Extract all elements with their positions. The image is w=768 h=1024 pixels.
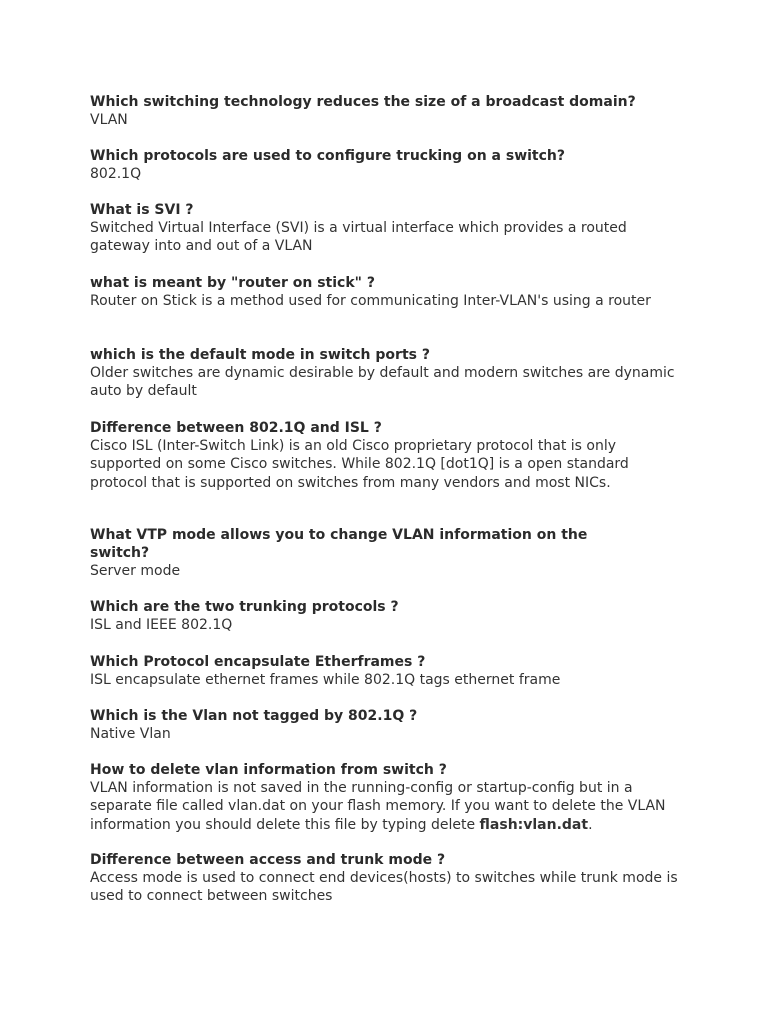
qa-item-1	[90, 93, 690, 129]
question: How to delete vlan information from switch ?	[90, 762, 447, 778]
question: Which is the Vlan not tagged by 802.1Q ?	[90, 708, 418, 724]
answer: Native Vlan	[90, 726, 171, 743]
answer: Server mode	[90, 563, 181, 580]
qa-item-4	[90, 274, 690, 310]
answer	[90, 779, 685, 834]
question: Which switching technology reduces the size of a broadcast domain?	[90, 94, 636, 110]
qa-item-3	[90, 201, 690, 256]
answer-command: flash:vlan.dat	[479, 816, 589, 833]
answer: VLAN	[90, 112, 128, 129]
answer: Cisco ISL (Inter-Switch Link) is an old Cisco proprietary protocol that is only supported on some Cisco switches. While 802.1Q [dot1Q] is a open standard protocol that is supported on switches from many vendors and most NICs.	[90, 438, 629, 491]
answer: Router on Stick is a method used for communicating Inter-VLAN's using a router	[90, 293, 651, 310]
answer: ISL encapsulate ethernet frames while 802.1Q tags ethernet frame	[90, 672, 561, 689]
answer: 802.1Q	[90, 166, 142, 183]
qa-item-12	[90, 851, 690, 906]
qa-item-8	[90, 598, 690, 634]
question: What VTP mode allows you to change VLAN information on the switch?	[90, 527, 588, 562]
question: Which are the two trunking protocols ?	[90, 599, 399, 615]
question: Which protocols are used to configure trucking on a switch?	[90, 148, 566, 164]
qa-item-7	[90, 526, 690, 581]
answer: ISL and IEEE 802.1Q	[90, 617, 233, 634]
answer: Switched Virtual Interface (SVI) is a virtual interface which provides a routed gateway into and out of a VLAN	[90, 220, 627, 255]
question: Difference between 802.1Q and ISL ?	[90, 420, 382, 436]
qa-item-11	[90, 761, 690, 834]
qa-item-2	[90, 147, 690, 183]
question: which is the default mode in switch ports ?	[90, 347, 430, 363]
answer-text: VLAN information is not saved in the running-config or startup-config but in a separate file called vlan.dat on your flash memory. If you want to delete the VLAN information you should delete this file by typing delete	[90, 780, 666, 833]
qa-item-5	[90, 346, 690, 401]
qa-item-10	[90, 707, 690, 743]
question: Difference between access and trunk mode ?	[90, 852, 446, 868]
answer-tail: .	[588, 816, 593, 833]
answer: Access mode is used to connect end devices(hosts) to switches while trunk mode is used to connect between switches	[90, 870, 678, 905]
question: what is meant by "router on stick" ?	[90, 275, 375, 291]
answer: Older switches are dynamic desirable by default and modern switches are dynamic auto by default	[90, 365, 675, 400]
question: Which Protocol encapsulate Etherframes ?	[90, 654, 426, 670]
qa-item-9	[90, 653, 690, 689]
qa-item-6	[90, 419, 690, 492]
question: What is SVI ?	[90, 202, 194, 218]
